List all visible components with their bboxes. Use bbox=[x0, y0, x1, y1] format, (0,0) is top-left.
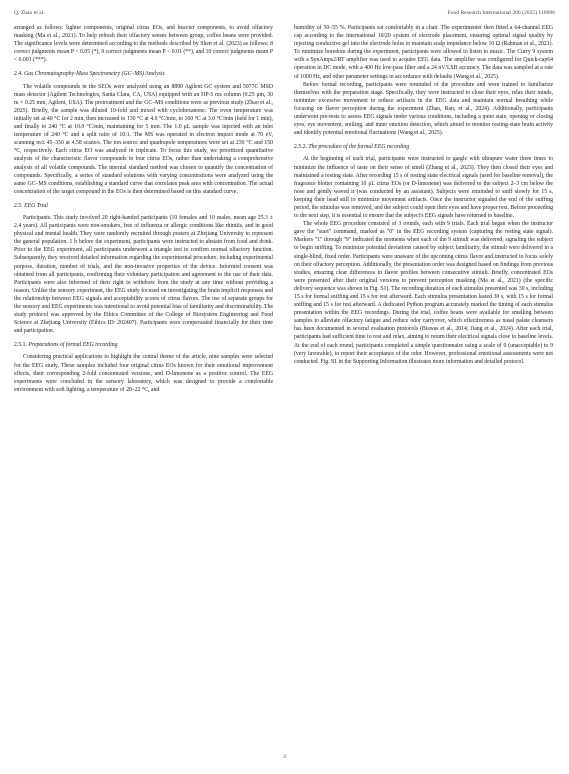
body-paragraph: Participants. This study involved 20 right-handed participants (10 females and 10 males, mean age 25.3 ± 2.4 years). All participants were non-smokers, free of influenza or allergic conditions like rhinitis, and in good physical and mental health. They were randomly recruited through posters at Zhejiang University to represent the general population. 1 h before the experiment, participants were instructed to abstain from food and drink. Prior to the EEG experiment, all participants underwent a triangle test to confirm normal olfactory function. Subsequently, they received detailed information regarding the experimental procedure, including experimental purpose, duration, number of trials, and the non-invasive properties of the device. Informed consent was obtained from all participants, confirming their voluntary participation and agreement to the use of their data. Participants were also informed of their right to withdraw from the study at any time without providing a reason. Unlike the sensory experiment, the EEG study focused on investigating the brain implicit responses and the relationship between EEG signals and acceptability scores of citrus flavors. The use of separate groups for the sensory and EEG experiments was intentional to avoid potential bias of familiarity and discriminability. The study protocol was approved by the Ethics Committee of the College of Biosystem Engineering and Food Science at Zhejiang University (Ethics ID: 202407). Participants were compensated financially for their time and participation. bbox=[14, 214, 273, 335]
section-number: 2.5. bbox=[14, 202, 25, 209]
section-title: EEG Trial bbox=[24, 202, 48, 209]
body-paragraph: humidity of 50–55 %. Participants sat comfortably in a chair. The experimenter then fitted a 64-channel EEG cap according to the international 10/20 system of electrode placement, ensuring optimal signal quality by injecting conductive gel into the electrode holes to maintain scalp impedance below 10 Ω (Rahman et al., 2021). To minimize boredom during the experiment, participants were allowed to listen to music. The Curry 9 system with a SynAmps2/RT amplifier was used to acquire EEG data. The amplifier was configured for Quick-cap64 operation in DC mode, with a 400 Hz low-pass filter and a 24 nV/LSB accuracy. The data was sampled at a rate of 1000 Hz, and other parameter settings in accordance with defaults (Wang et al., 2025). bbox=[294, 25, 553, 80]
right-column bbox=[294, 24, 553, 366]
body-paragraph: arranged as follows: lighter components, original citrus EOs, and heavier components, to avoid olfactory masking (Ma et al., 2021). To help refresh their olfactory senses between group, coffee beans were provided. The significance levels were determined according to the methods described by Shen et al. (2023) as follows: 8 correct judgments mean P < 0.05 (*), 9 correct judgments mean P < 0.01 (**), and 10 correct judgments mean P < 0.001 (***). bbox=[14, 25, 273, 64]
section-title: The procedure of the formal EEG recording bbox=[308, 144, 410, 151]
body-paragraph: Considering practical applications to highlight the central theme of the article, nine samples were selected for the EEG study. These samples included four original citrus EOs known for their emotional improvement effects, their corresponding 2-fold concentrated versions, and D-limonene as a positive control. The EEG experiments were concluded in the sensory laboratory, which was designed to provide a comfortable environment with soft lighting, a temperature of 20–22 °C, and bbox=[14, 354, 273, 393]
section-heading bbox=[14, 341, 273, 349]
running-header-journal: Food Research International 206 (2025) 116096 bbox=[447, 10, 555, 16]
section-heading bbox=[14, 70, 273, 78]
section-heading bbox=[294, 143, 553, 151]
page-number: 3 bbox=[283, 754, 286, 760]
section-number: 2.4. bbox=[14, 71, 25, 78]
running-header-authors: Q. Zhao et al. bbox=[14, 10, 45, 16]
section-title: Gas Chromatography-Mass Spectrometry (GC–MS) Analysis bbox=[24, 71, 165, 78]
section-number: 2.5.2. bbox=[294, 144, 309, 151]
section-heading bbox=[14, 202, 273, 210]
body-paragraph: The volatile compounds in the SEOs were analyzed using an 8890 Agilent GC system and 5977C MSD mass detector (Agilent Technologies, Santa Clara, CA, USA) equipped with an HP-5 ms column (0.25 μm, 30 m × 0.25 mm, Agilent, USA). The pretreatment and the GC–MS conditions were as previous study (Zhao et al., 2025). Briefly, the sample was diluted 10-fold and mixed with cyclohexanone. The oven temperature was initially set at 40 °C for 2 min, then increased to 130 °C at 4.0 °C/min, to 160 °C at 3.0 °C/min (held for 1 min), and finally to 240 °C at 10.0 °C/min, maintaining for 5 min. The 1.0 μL sample was injected with an inlet temperature of 240 °C and a split ratio of 10:1. The MS was operated in electron impact mode at 70 eV, scanning m/z 45–350 at 4.58 scans/s. The ion source and quadrupole temperatures were set at 230 °C and 150 °C, respectively. Each citrus EO was analyzed in triplicate. To focus this study, we prioritized quantitative analysis of the characteristic flavor compounds in four citrus EOs, rather than undertaking a comprehensive analysis of all volatile compounds. The internal standard method was chosen to quantify the concentration of compounds. Specifically, a series of standard solutions with varying concentrations were analyzed using the same GC–MS conditions, establishing a standard curve that correlates peak area with concentration. The actual concentration of the target compound in the EOs is then determined based on this standard curve. bbox=[14, 83, 273, 195]
left-column bbox=[14, 24, 273, 394]
section-title: Preparations of formal EEG recording bbox=[28, 342, 118, 349]
body-paragraph: The whole EEG procedure consisted of 3 rounds, each with 9 trials. Each trial began when the instructor gave the "start" command, marked as "0" in the EEG recording system (capturing the resting state signal). Markers "1" through "9" indicated the moments when each of the 9 stimuli was delivered, signaling the subject to begin sniffing. To minimize potential deviations caused by subject familiarity, the stimuli were delivered in a single-blind, fixed order. Participants were unaware of the upcoming citrus flavor and instructed to focus solely on their olfactory perception. Additionally, the presentation order was designed based on findings from previous studies, ensuring clear differences in flavor profiles between consecutive stimuli. Briefly, concentrated EOs were presented after their original versions to prevent perception masking (Ma et al., 2021) (the specific delivery sequence was shown in Fig. S1). The recording duration of each stimulus presented was 30 s, including 15 s for formal sniffing and 15 s for rest afterward. Each stimulus presentation lasted 30 s, with 15 s for formal sniffing and 15 s for rest afterward. A dedicated Python program accurately marked the timing of each stimulus presentation within the EEG recordings. During the trial, coffee beans were available for smelling between samples to alleviate olfactory fatigue and reduce odor carryover, which effectiveness as nasal palate cleansers has been documented in several evaluation protocols (Biswas et al., 2014; Jiang et al., 2024). After each trial, participants had sufficient time to rest and relax, aiming to return their electrical signals close to baseline levels. At the end of each round, participants completed a simple questionnaire using a scale of 0 (unacceptable) to 9 (very favorable), to report their acceptance of the odor. However, professional emotional assessments were not conducted. Fig. S1 in the Supporting Information illustrates more information and detailed protocol. bbox=[294, 221, 553, 365]
body-paragraph: At the beginning of each trial, participants were instructed to gargle with ultrapure water three times to minimize the influence of taste on their sense of smell (Zhang et al., 2023). They then closed their eyes and maintained a resting state. After recording 15 s of resting state electrical signals (used for baseline removal), the fragrance blotter containing 10 μL citrus EOs (or D-limonene) was delivered to the subject 2–3 cm below the nose and gently waved it (was conducted by an assistant). Subjects were reminded to sniff slowly for 15 s, keeping their head still to minimize movement artifacts. Once the instructor signaled the end of the sniffing period, the stimulus was removed, and the subject could open their eyes and have proper rest. Before proceeding to the next step, it is essential to ensure that the subject's EEG signals have returned to baseline. bbox=[294, 156, 553, 220]
body-paragraph: Before formal recording, participants were reminded of the procedure and were trained to familiarize themselves with the preparation stage. Specifically, they were instructed to close their eyes, relax their minds, minimize excessive movement to reduce artifacts in the EEG data and maintain normal breathing while focusing on flavor perception during the experiment (Zhao, Ran, et al., 2024). Additionally, participants underwent pre-tests to assess EEG signals under various conditions, including a quiet state, opening or closing eyes, eye movement, smiling, and inner emotion detection, which aimed to monitor resting-state brain activity and identify potential emotional fluctuations (Wang et al., 2025). bbox=[294, 81, 553, 137]
section-number: 2.5.1. bbox=[14, 342, 29, 349]
